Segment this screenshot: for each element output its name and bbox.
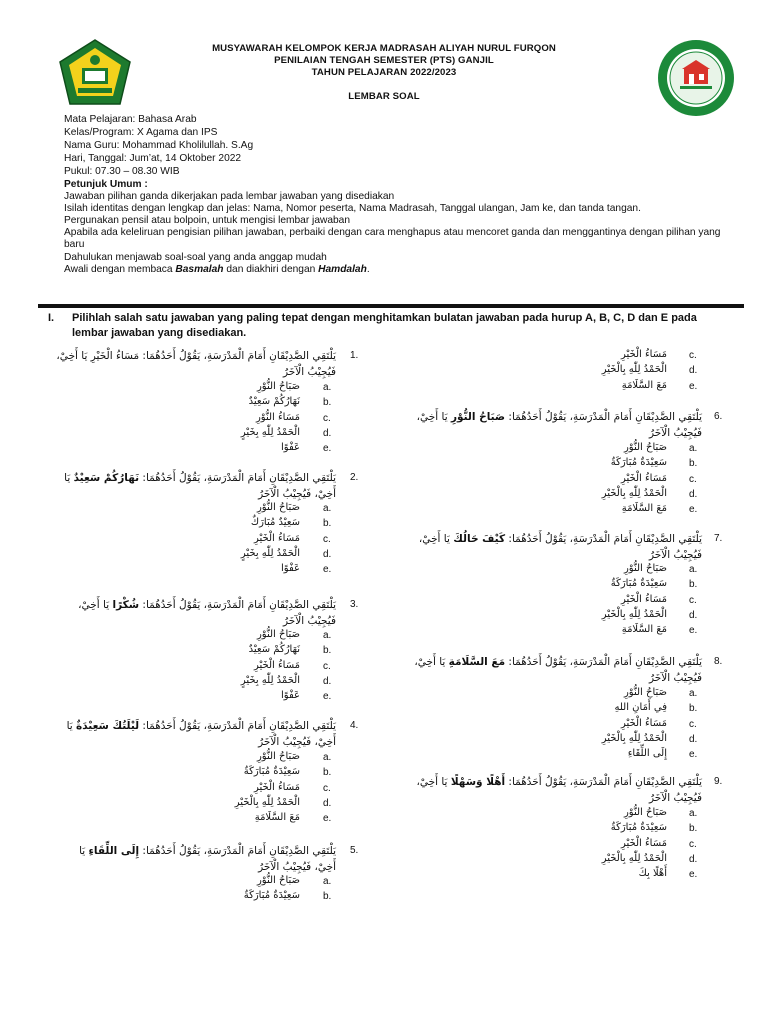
option-text: الْحَمْدُ لِلّٰهِ بِالْخَيْرِ (601, 487, 667, 499)
option-letter: b. (323, 767, 332, 779)
option-letter: c. (689, 350, 697, 361)
option-text: صَبَاحُ النُّوْرِ (623, 563, 667, 574)
option-text: نَهَارُكُمْ سَعِيْدٌ (248, 396, 300, 408)
option-letter: c. (689, 594, 697, 606)
option-text: مَسَاءُ الْخَيْرِ (620, 349, 667, 360)
option-text: عَفْوًا (281, 690, 300, 702)
question-stem: يَلْتَقِي الصَّدِيْقَانِ أَمَامَ الْمَدْرَسَةِ، يَقُوْلُ أَحَدُهُمَا: مَسَاءُ الْخَيْرِ يَا أَخِيْ، فَيُجِيْبُ الْآخَرُ (56, 350, 336, 378)
header-line-2: PENILAIAN TENGAH SEMESTER (PTS) GANJIL (274, 55, 494, 66)
option-text: الْحَمْدُ لِلّٰهِ بِالْخَيْرِ (601, 732, 667, 744)
question-number: 8. (714, 656, 723, 667)
option-text: فِي أَمَانِ اللهِ (614, 702, 667, 714)
petunjuk-title: Petunjuk Umum : (64, 179, 148, 190)
sheet-title: LEMBAR SOAL (348, 91, 420, 102)
option-letter: e. (689, 749, 698, 761)
option-text: مَسَاءُ الْخَيْرِ (253, 781, 300, 793)
option-letter: d. (689, 365, 698, 377)
option-text: سَعِيْدٌ مُبَارَكٌ (250, 517, 300, 529)
option-text: صَبَاحُ النُّوْرِ (256, 381, 300, 392)
option-text: مَعَ السَّلَامَةِ (621, 379, 667, 391)
question-stem: يَلْتَقِي الصَّدِيْقَانِ أَمَامَ الْمَدْرَسَةِ، يَقُوْلُ أَحَدُهُمَا: كَيْفَ حَالُكَ يَا أَخِيْ، فَيُجِيْبُ الْآخَرُ (418, 533, 702, 561)
class-line: Kelas/Program: X Agama dan IPS (64, 127, 218, 138)
option-text: سَعِيْدَةٌ مُبَارَكَةٌ (243, 766, 300, 778)
question-number: 9. (714, 776, 723, 787)
option-letter: b. (689, 579, 698, 591)
option-letter: e. (689, 625, 698, 637)
question-number: 2. (350, 472, 359, 483)
option-text: صَبَاحُ النُّوْرِ (623, 687, 667, 698)
question-stem: يَلْتَقِي الصَّدِيْقَانِ أَمَامَ الْمَدْرَسَةِ، يَقُوْلُ أَحَدُهُمَا: صَبَاحُ النُّوْرِ يَا أَخِيْ، فَيُجِيْبُ الْآخَرُ (416, 411, 702, 439)
option-text: مَعَ السَّلَامَةِ (254, 812, 300, 824)
option-text: مَسَاءُ الْخَيْرِ (253, 659, 300, 671)
question-stem: يَلْتَقِي الصَّدِيْقَانِ أَمَامَ الْمَدْرَسَةِ، يَقُوْلُ أَحَدُهُمَا: لَيْلَتُكَ سَعِيْدَةٌ يَا أَخِيْ، فَيُجِيْبُ الْآخَرُ (66, 720, 336, 748)
option-letter: a. (323, 876, 332, 887)
option-text: الْحَمْدُ لِلّٰهِ بِالْخَيْرِ (601, 364, 667, 376)
option-text: مَسَاءُ الْخَيْرِ (620, 472, 667, 484)
option-text: مَعَ السَّلَامَةِ (621, 624, 667, 636)
option-letter: e. (689, 504, 698, 516)
question-stem: يَلْتَقِي الصَّدِيْقَانِ أَمَامَ الْمَدْرَسَةِ، يَقُوْلُ أَحَدُهُمَا: نَهَارُكُمْ سَعِيْدٌ يَا أَخِيْ، فَيُجِيْبُ الْآخَرُ (64, 472, 336, 500)
option-text: الْحَمْدُ لِلّٰهِ بِالْخَيْرِ (601, 852, 667, 864)
option-letter: b. (689, 703, 698, 715)
option-letter: a. (323, 630, 332, 641)
option-text: مَسَاءُ النُّوْرِ (255, 411, 300, 423)
option-letter: a. (323, 503, 332, 514)
option-letter: b. (323, 645, 332, 657)
header-line-1: MUSYAWARAH KELOMPOK KERJA MADRASAH ALIYAH NURUL FURQON (212, 43, 556, 54)
option-letter: e. (689, 869, 698, 881)
option-letter: a. (689, 564, 698, 575)
option-letter: d. (323, 427, 332, 439)
option-letter: b. (689, 823, 698, 835)
question-stem: يَلْتَقِي الصَّدِيْقَانِ أَمَامَ الْمَدْرَسَةِ، يَقُوْلُ أَحَدُهُمَا: إِلَى اللِّقَاءِ يَا أَخِيْ، فَيُجِيْبُ الْآخَرُ (79, 845, 336, 873)
option-text: مَسَاءُ الْخَيْرِ (620, 717, 667, 729)
option-letter: b. (323, 397, 332, 409)
option-letter: a. (323, 752, 332, 763)
option-letter: c. (689, 838, 697, 850)
petunjuk-5: Dahulukan menjawab soal-soal yang anda anggap mudah (64, 252, 327, 263)
teacher-line: Nama Guru: Mohammad Kholilullah. S.Ag (64, 140, 254, 151)
petunjuk-1: Jawaban pilihan ganda dikerjakan pada lembar jawaban yang disediakan (64, 191, 395, 202)
option-text: سَعِيْدَةٌ مُبَارَكَةٌ (610, 822, 667, 834)
option-letter: d. (323, 675, 332, 687)
petunjuk-2: Isilah identitas dengan lengkap dan jelas: Nama, Nomor peserta, Nama Madrasah, Tanggal ulangan, Jam ke, dan tanda tangan. (64, 203, 641, 214)
option-text: الْحَمْدُ لِلّٰهِ بِخَيْرٍ (240, 674, 300, 686)
option-letter: e. (323, 813, 332, 825)
option-letter: c. (323, 782, 331, 794)
question-stem: يَلْتَقِي الصَّدِيْقَانِ أَمَامَ الْمَدْرَسَةِ، يَقُوْلُ أَحَدُهُمَا: شُكْرًا يَا أَخِيْ، فَيُجِيْبُ الْآخَرُ (78, 599, 336, 627)
option-text: عَفْوًا (281, 563, 300, 575)
question-number: 3. (350, 599, 359, 610)
option-text: سَعِيْدَةٌ مُبَارَكَةٌ (610, 578, 667, 590)
option-text: صَبَاحُ النُّوْرِ (256, 502, 300, 513)
option-text: عَفْوًا (281, 442, 300, 454)
option-text: صَبَاحُ النُّوْرِ (256, 629, 300, 640)
option-text: صَبَاحُ النُّوْرِ (256, 751, 300, 762)
section-number: I. (48, 312, 55, 324)
question-stem: يَلْتَقِي الصَّدِيْقَانِ أَمَامَ الْمَدْرَسَةِ، يَقُوْلُ أَحَدُهُمَا: أَهْلًا وَسَهْلًا يَا أَخِيْ، فَيُجِيْبُ الْآخَرُ (416, 776, 702, 804)
option-letter: d. (323, 797, 332, 809)
option-text: أَهْلًا بِكَ (638, 868, 667, 880)
option-text: سَعِيْدَةٌ مُبَارَكَةٌ (243, 890, 300, 902)
question-stem: يَلْتَقِي الصَّدِيْقَانِ أَمَامَ الْمَدْرَسَةِ، يَقُوْلُ أَحَدُهُمَا: مَعَ السَّلَامَةِ يَا أَخِيْ، فَيُجِيْبُ الْآخَرُ (414, 656, 702, 684)
question-number: 4. (350, 720, 359, 731)
option-letter: c. (689, 718, 697, 730)
option-letter: d. (689, 488, 698, 500)
option-text: مَسَاءُ الْخَيْرِ (253, 532, 300, 544)
option-letter: d. (689, 609, 698, 621)
option-letter: d. (689, 853, 698, 865)
date-line: Hari, Tanggal: Jum’at, 14 Oktober 2022 (64, 153, 242, 164)
question-number: 1. (350, 350, 359, 361)
option-letter: a. (323, 382, 332, 393)
option-letter: d. (689, 733, 698, 745)
option-letter: e. (689, 380, 698, 392)
option-letter: d. (323, 548, 332, 560)
subject-line: Mata Pelajaran: Bahasa Arab (64, 114, 197, 125)
petunjuk-6: Awali dengan membaca Basmalah dan diakhiri dengan Hamdalah. (64, 264, 370, 275)
option-letter: e. (323, 564, 332, 576)
question-number: 5. (350, 845, 359, 856)
option-letter: b. (323, 891, 332, 903)
option-letter: e. (323, 443, 332, 455)
question-number: 6. (714, 411, 723, 422)
question-number: 7. (714, 533, 723, 544)
option-letter: e. (323, 691, 332, 703)
option-text: نَهَارُكُمْ سَعِيْدٌ (248, 644, 300, 656)
option-text: الْحَمْدُ لِلّٰهِ بِخَيْرٍ (240, 547, 300, 559)
option-letter: a. (689, 808, 698, 819)
option-letter: b. (689, 458, 698, 470)
option-text: سَعِيْدَةٌ مُبَارَكَةٌ (610, 457, 667, 469)
option-text: صَبَاحُ النُّوْرِ (256, 875, 300, 886)
option-text: إِلَى اللِّقَاءِ (627, 748, 667, 760)
option-text: الْحَمْدُ لِلّٰهِ بِخَيْرٍ (240, 426, 300, 438)
option-letter: c. (689, 473, 697, 485)
petunjuk-4: Apabila ada keleliruan pengisian pilihan jawaban, perbaiki dengan cara menghapus atau mencoret ganda dan menggantinya dengan pilihan yang baru (64, 227, 721, 250)
header-line-3: TAHUN PELAJARAN 2022/2023 (311, 67, 457, 78)
option-text: مَسَاءُ الْخَيْرِ (620, 593, 667, 605)
option-text: الْحَمْدُ لِلّٰهِ بِالْخَيْرِ (234, 796, 300, 808)
option-letter: a. (689, 443, 698, 454)
section-instruction: Pilihlah salah satu jawaban yang paling tepat dengan menghitamkan bulatan jawaban pada hurup A, B, C, D dan E pada lembar jawaban yang disediakan. (72, 312, 697, 339)
option-letter: c. (323, 660, 331, 672)
petunjuk-3: Pergunakan pensil atau bolpoin, untuk mengisi lembar jawaban (64, 215, 351, 226)
section-divider (38, 304, 744, 308)
option-letter: b. (323, 518, 332, 530)
option-text: الْحَمْدُ لِلّٰهِ بِالْخَيْرِ (601, 608, 667, 620)
option-letter: a. (689, 688, 698, 699)
option-letter: c. (323, 533, 331, 545)
time-line: Pukul: 07.30 – 08.30 WIB (64, 166, 180, 177)
option-text: صَبَاحُ النُّوْرِ (623, 807, 667, 818)
option-letter: c. (323, 412, 331, 424)
option-text: مَعَ السَّلَامَةِ (621, 503, 667, 515)
option-text: مَسَاءُ الْخَيْرِ (620, 837, 667, 849)
option-text: صَبَاحُ النُّوْرِ (623, 442, 667, 453)
